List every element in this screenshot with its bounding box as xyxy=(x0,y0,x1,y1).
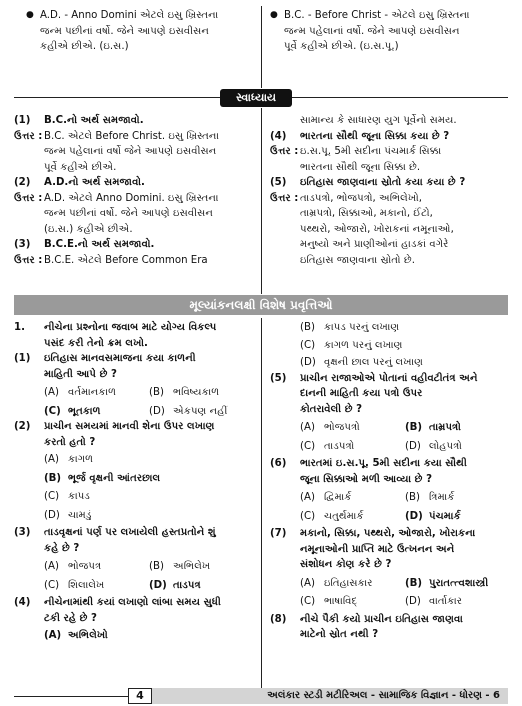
option-text: વર્તમાનકાળ xyxy=(68,387,117,398)
question-number: (3) xyxy=(14,239,31,250)
page-number: 4 xyxy=(128,688,152,704)
option-text: તાડપત્રો xyxy=(324,440,355,452)
question-text: નમૂનાઓની પ્રાપ્તિ માટે ઉત્ખનન અને xyxy=(300,543,455,555)
option-text: વાર્તાકાર xyxy=(429,596,463,607)
option-text: ભોજપત્ર xyxy=(68,561,102,572)
option-letter: (A) xyxy=(300,492,315,503)
answer-line: તાડપત્રો, ભોજપત્રો, અભિલેખો, xyxy=(300,192,423,204)
option-letter: (B) xyxy=(405,577,423,589)
option-letter: (A) xyxy=(44,561,59,572)
section-title-mulyankan: મૂલ્યાંકનલક્ષી વિશેષ પ્રવૃત્તિઓ xyxy=(14,295,508,315)
question-text: A.D.નો અર્થ સમજાવો. xyxy=(44,177,145,188)
answer-line: B.C.E. એટલે Before Common Era xyxy=(44,254,208,266)
option-letter: (B) xyxy=(405,422,423,433)
question-number: (5) xyxy=(270,372,287,384)
option-text: ચતુર્થમાર્ક xyxy=(324,510,364,522)
option-text: દ્વિમાર્ક xyxy=(324,492,352,503)
option-text: ભવિષ્યકાળ xyxy=(173,387,220,398)
question-text: કહે છે ? xyxy=(44,542,80,554)
question-text: માહિતી આપે છે ? xyxy=(44,368,117,380)
question-text: ઇતિહાસ માનવસમાજના કયા કાળની xyxy=(44,353,196,364)
option-letter: (D) xyxy=(405,510,423,522)
question-text: નીચેનામાંથી કયાં લખાણો લાંબા સમય સુધી xyxy=(44,597,221,608)
option-letter: (C) xyxy=(300,339,316,351)
option-text: કાગળ xyxy=(68,454,94,465)
question-text: મકાનો, સિક્કા, પથ્થરો, ઓજારો, ખોરાકના xyxy=(300,528,476,539)
answer-line: ભારતના સૌથી જૂના સિક્કા છે. xyxy=(300,161,421,173)
option-letter: (C) xyxy=(300,510,316,522)
answer-label: ઉત્તર : xyxy=(14,130,43,142)
intro-left xyxy=(26,8,252,55)
footer-title: અલંકાર સ્ટડી મટીરિઅલ - સામાજિક વિજ્ઞાન - ધોરણ - 6 xyxy=(152,688,508,704)
option-text: ત્રિમાર્ક xyxy=(429,492,455,503)
option-text: ભોજપત્રો xyxy=(324,422,360,433)
question-number: (4) xyxy=(270,130,287,142)
answer-line: પથ્થરો, ઓજારો, ખોરાકનાં નમૂનાઓ, xyxy=(300,223,454,235)
question-number: (2) xyxy=(14,177,31,188)
option-letter: (C) xyxy=(300,596,316,607)
option-letter: (A) xyxy=(44,630,62,641)
bullet-icon: ● xyxy=(270,10,278,20)
answer-line: B.C. એટલે Before Christ. ઇસુ ખ્રિસ્તના xyxy=(44,130,219,142)
option-text: શિલાલેખ xyxy=(68,579,105,591)
question-text: B.C.E.નો અર્થ સમજાવો. xyxy=(44,239,155,250)
option-text: કાપડ પરનું લખાણ xyxy=(324,322,400,333)
option-letter: (C) xyxy=(44,579,60,591)
footer-rule xyxy=(14,696,128,697)
option-letter: (B) xyxy=(405,492,420,503)
option-text: ઇતિહાસકાર xyxy=(324,577,373,589)
answer-line: પૂર્વે કહીએ છીએ. xyxy=(44,161,117,173)
option-letter: (C) xyxy=(44,491,60,502)
question-number: (2) xyxy=(14,421,31,432)
option-letter: (D) xyxy=(405,596,421,607)
section-title-swadhyay: સ્વાધ્યાય xyxy=(220,89,292,107)
option-text: અભિલેખ xyxy=(173,561,211,572)
option-text-correct: ભૂર્જ વૃક્ષની આંતરછાલ xyxy=(68,472,161,484)
question-number: (5) xyxy=(270,177,287,188)
option-letter: (C) xyxy=(44,405,61,417)
answer-label: ઉત્તર : xyxy=(14,192,43,204)
mcq-right xyxy=(270,320,510,643)
question-number: (1) xyxy=(14,115,31,126)
option-text: કાપડ xyxy=(68,491,90,502)
question-text: ભારતના સૌથી જૂના સિક્કા કયા છે ? xyxy=(300,130,450,142)
option-text: ચામડું xyxy=(68,509,92,521)
answer-line: ઇતિહાસ જાણવાના સ્રોતો છે. xyxy=(300,254,415,266)
question-text: સંશોધન કોણ કરે છે ? xyxy=(300,559,392,570)
answer-line: તામ્રપત્રો, સિક્કાઓ, મકાનો, ઈંટો, xyxy=(300,208,433,219)
question-number: (7) xyxy=(270,528,287,539)
question-text: જૂના સિક્કાઓ મળી આવ્યા છે ? xyxy=(300,473,432,485)
answer-label: ઉત્તર : xyxy=(270,146,299,157)
option-text: વૃક્ષની છાલ પરનું લખાણ xyxy=(324,357,423,368)
intro-left-line: A.D. - Anno Domini એટલે ઇસુ ખ્રિસ્તના xyxy=(40,10,219,21)
option-text: લોહપત્રો xyxy=(429,440,462,452)
question-text: દાનની માહિતી કયા પત્રો ઉપર xyxy=(300,388,423,399)
question-text: પસંદ કરી તેનો ક્રમ લખો. xyxy=(44,337,148,349)
answer-line: સામાન્ય કે સાધારણ યુગ પૂર્વેનો સમય. xyxy=(300,115,457,126)
option-text-correct: પુરાતત્ત્વશાસ્ત્રી xyxy=(429,577,489,589)
answer-label: ઉત્તર : xyxy=(270,192,299,204)
question-number: (4) xyxy=(14,597,31,608)
intro-divider xyxy=(261,6,262,88)
intro-left-line: કહીએ છીએ. (ઇ.સ.) xyxy=(40,41,129,52)
option-text-correct: પંચમાર્ક xyxy=(429,510,461,522)
option-letter: (D) xyxy=(405,440,421,452)
option-letter: (C) xyxy=(300,440,316,452)
intro-right-line: જન્મ પહેલાનાં વર્ષો. જેને આપણે ઇસવીસન xyxy=(284,25,460,37)
answer-line: જન્મ પછીનાં વર્ષો. જેને આપણે ઇસવીસન xyxy=(44,208,213,219)
answer-line: ઇ.સ.પૂ. 5મી સદીના પંચમાર્ક સિક્કા xyxy=(300,146,442,157)
intro-right xyxy=(270,8,510,55)
answer-line: જન્મ પહેલાનાં વર્ષો જેને આપણે ઇસવીસન xyxy=(44,146,217,157)
question-text: નીચેના પ્રશ્નોના જવાબ માટે યોગ્ય વિકલ્પ xyxy=(44,322,217,333)
answer-line: A.D. એટલે Anno Domini. ઇસુ ખ્રિસ્તના xyxy=(44,192,219,204)
intro-left-line: જન્મ પછીનાં વર્ષો. જેને આપણે ઇસવીસન xyxy=(40,25,209,37)
intro-right-line: પૂર્વે કહીએ છીએ. (ઇ.સ.પૂ.) xyxy=(284,41,399,52)
question-text: ભારતમાં ઇ.સ.પૂ. 5મી સદીના કયા સૌથી xyxy=(300,458,467,469)
answer-label: ઉત્તર : xyxy=(14,254,43,266)
option-letter: (A) xyxy=(300,422,315,433)
mcq-divider xyxy=(261,318,262,688)
option-letter: (D) xyxy=(44,509,60,521)
option-text: ભાષાવિદ્ xyxy=(324,596,358,607)
question-number: (3) xyxy=(14,527,31,538)
question-text: B.C.નો અર્થ સમજાવો. xyxy=(44,115,144,126)
option-letter: (D) xyxy=(300,357,316,368)
intro-right-line: B.C. - Before Christ - એટલે ઇસુ ખ્રિસ્તના xyxy=(284,10,470,21)
mcq-left xyxy=(14,320,254,644)
question-text: પ્રાચીન સમયમાં માનવી શેના ઉપર લખાણ xyxy=(44,421,215,432)
answer-line: મનુષ્યો અને પ્રાણીઓનાં હાડકાં વગેરે xyxy=(300,239,449,250)
bullet-icon: ● xyxy=(26,10,34,20)
question-number: (8) xyxy=(270,613,287,625)
option-text-correct: તામ્રપત્રો xyxy=(429,422,461,433)
question-text: કોતરાવેલી છે ? xyxy=(300,403,363,415)
option-letter: (A) xyxy=(44,387,59,398)
swadhyay-divider xyxy=(261,108,262,294)
question-text: પ્રાચીન રાજાઓએ પોતાનાં વહીવટીતંત્ર અને xyxy=(300,372,478,384)
option-text-correct: અભિલેખો xyxy=(68,630,108,641)
swadhyay-left xyxy=(14,113,254,268)
question-text: નીચે પૈકી કયો પ્રાચીન ઇતિહાસ જાણવા xyxy=(300,613,463,625)
option-letter: (B) xyxy=(149,387,164,398)
question-text: ટકી રહે છે ? xyxy=(44,612,97,624)
question-text: ઇતિહાસ જાણવાના સ્રોતો કયા કયા છે ? xyxy=(300,177,466,188)
option-letter: (D) xyxy=(149,579,167,591)
question-text: તાડવૃક્ષનાં પર્ણ પર લખાયેલી હસ્તપ્રતોને શું xyxy=(44,527,216,538)
question-text: કરતો હતો ? xyxy=(44,436,96,448)
option-letter: (B) xyxy=(300,322,315,333)
option-text: એકપણ નહીં xyxy=(173,405,228,417)
swadhyay-right xyxy=(270,113,510,268)
question-number: (6) xyxy=(270,458,287,469)
question-number: (1) xyxy=(14,353,31,364)
answer-line: (ઇ.સ.) કહીએ છીએ. xyxy=(44,223,133,235)
option-letter: (D) xyxy=(149,405,165,417)
option-text-correct: તાડપત્ર xyxy=(173,579,201,591)
question-text: માટેનો સ્રોત નથી ? xyxy=(300,629,379,640)
option-letter: (A) xyxy=(44,454,59,465)
option-letter: (B) xyxy=(149,561,164,572)
option-text-correct: ભૂતકાળ xyxy=(68,405,101,417)
option-letter: (B) xyxy=(44,472,62,484)
question-number: 1. xyxy=(14,322,25,333)
option-text: કાગળ પરનું લખાણ xyxy=(324,339,403,351)
option-letter: (A) xyxy=(300,577,315,589)
